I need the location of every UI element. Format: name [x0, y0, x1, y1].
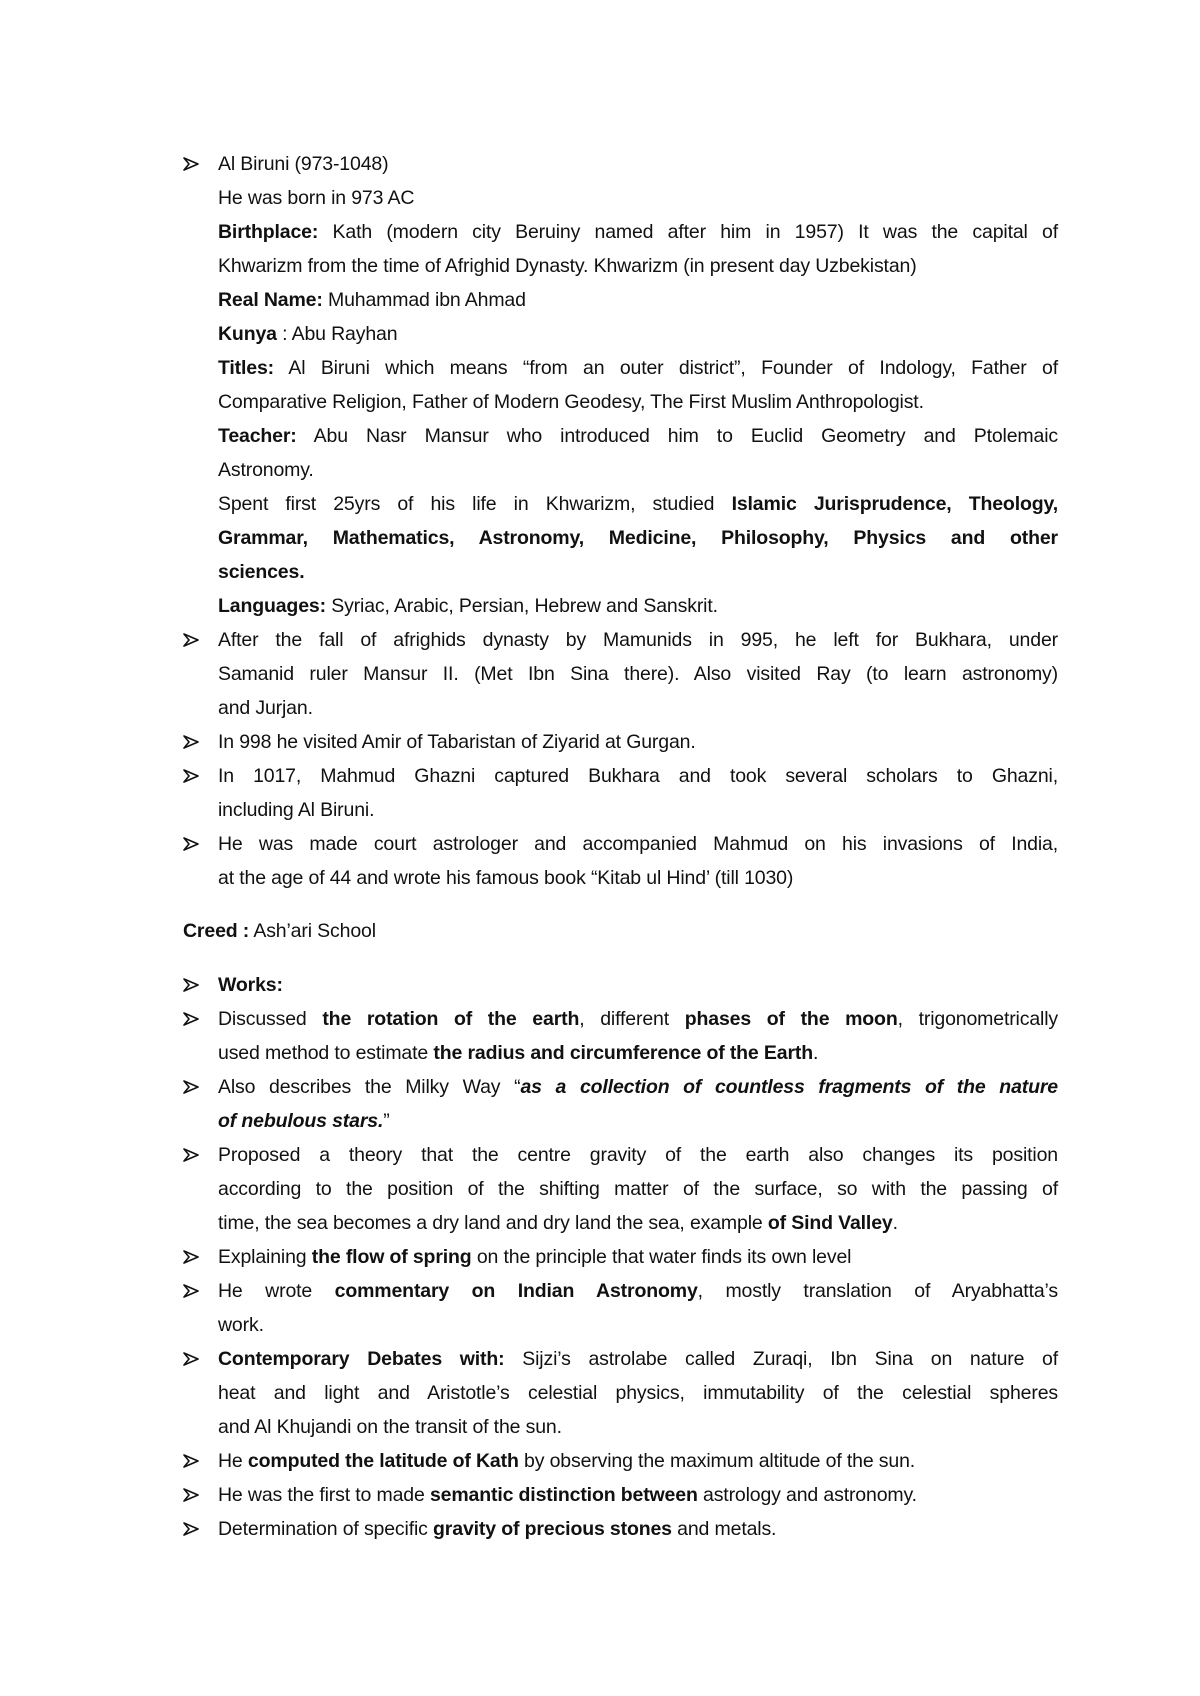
kunya-line	[218, 322, 397, 346]
arrow-bullet-icon	[183, 730, 203, 754]
commentary-bold-b: commentary on Indian Astronomy	[334, 1280, 698, 1302]
teacher-label: Teacher:	[218, 425, 297, 447]
titles-label: Titles:	[218, 357, 275, 379]
commentary-text-c: , mostly translation of Aryabhatta’s	[697, 1280, 1058, 1302]
milky-way-line-2	[218, 1109, 390, 1133]
spent-line-2	[218, 526, 1058, 550]
born-line: He was born in 973 AC	[218, 187, 415, 209]
court-line-1: He was made court astrologer and accompanied Mahmud on his invasions of India,	[218, 833, 1058, 855]
real-name-line	[218, 288, 526, 312]
gravity-line-1: Proposed a theory that the centre gravity of the earth also changes its position	[218, 1144, 1058, 1166]
spring-text-a: Explaining	[218, 1246, 307, 1268]
ghazni-line-2: including Al Biruni.	[218, 799, 375, 821]
latitude-text-a: He	[218, 1450, 243, 1472]
milky-way-line-1	[218, 1075, 1058, 1099]
arrow-bullet-icon	[183, 1143, 203, 1167]
commentary-text-a: He wrote	[218, 1280, 313, 1302]
milky2-quote-a: of nebulous stars.	[218, 1110, 384, 1132]
birthplace-line-2: Khwarizm from the time of Afrighid Dynasty. Khwarizm (in present day Uzbekistan)	[218, 255, 917, 277]
real-name-label: Real Name:	[218, 289, 323, 311]
arrow-bullet-icon	[183, 1007, 203, 1031]
arrow-bullet-icon	[183, 1347, 203, 1371]
arrow-bullet-icon	[183, 1449, 203, 1473]
rotation-line-2	[218, 1041, 818, 1065]
latitude-line	[218, 1449, 915, 1473]
spent-line-1	[218, 492, 1058, 516]
arrow-bullet-icon	[183, 628, 203, 652]
rotation-text-e: , trigonometrically	[897, 1008, 1058, 1030]
fall-line-1: After the fall of afrighids dynasty by Mamunids in 995, he left for Bukhara, under	[218, 629, 1058, 651]
gravity-line-2: according to the position of the shifting matter of the surface, so with the passing of	[218, 1178, 1058, 1200]
semantic-line	[218, 1483, 917, 1507]
spring-line	[218, 1245, 851, 1269]
teacher-line-1	[218, 424, 1058, 448]
creed-line	[183, 919, 376, 943]
titles-text: Al Biruni which means “from an outer district”, Founder of Indology, Father of	[288, 357, 1058, 379]
arrow-bullet-icon	[183, 832, 203, 856]
creed-label: Creed :	[183, 920, 250, 942]
milky2-text-b: ”	[383, 1110, 390, 1132]
rotation2-text-c: .	[813, 1042, 819, 1064]
fall-line-3: and Jurjan.	[218, 697, 313, 719]
specific-bold-b: gravity of precious stones	[433, 1518, 672, 1540]
specific-text-c: and metals.	[677, 1518, 777, 1540]
debates-text: Sijzi’s astrolabe called Zuraqi, Ibn Sina on nature of	[522, 1348, 1059, 1370]
rotation2-bold-b: the radius and circumference of the Earth	[433, 1042, 813, 1064]
arrow-bullet-icon	[183, 1483, 203, 1507]
spent-subjects-1: Islamic Jurisprudence, Theology,	[731, 493, 1058, 515]
commentary-line-2: work.	[218, 1314, 264, 1336]
birthplace-label: Birthplace:	[218, 221, 319, 243]
gravity3-bold-b: of Sind Valley	[767, 1212, 893, 1234]
gravity3-text-c: .	[892, 1212, 898, 1234]
arrow-bullet-icon	[183, 764, 203, 788]
creed-value: Ash’ari School	[253, 920, 376, 942]
debates-line-3: and Al Khujandi on the transit of the sun.	[218, 1416, 562, 1438]
rotation-bold-b: the rotation of the earth	[322, 1008, 580, 1030]
spent-subjects-3: sciences.	[218, 561, 305, 583]
debates-line-1	[218, 1347, 1058, 1371]
rotation2-text-a: used method to estimate	[218, 1042, 429, 1064]
rotation-bold-d: phases of the moon	[684, 1008, 898, 1030]
birthplace-text: Kath (modern city Beruiny named after him in 1957) It was the capital of	[332, 221, 1058, 243]
heading-al-biruni: Al Biruni (973-1048)	[218, 153, 389, 175]
teacher-text: Abu Nasr Mansur who introduced him to Euclid Geometry and Ptolemaic	[313, 425, 1058, 447]
languages-label: Languages:	[218, 595, 326, 617]
kunya-value: : Abu Rayhan	[282, 323, 398, 345]
real-name-value: Muhammad ibn Ahmad	[328, 289, 526, 311]
milky-quote-b: as a collection of countless fragments of the nature	[520, 1076, 1058, 1098]
specific-text-a: Determination of specific	[218, 1518, 428, 1540]
spent-line-3	[218, 560, 304, 584]
spring-bold-b: the flow of spring	[311, 1246, 472, 1268]
fall-line-2: Samanid ruler Mansur II. (Met Ibn Sina there). Also visited Ray (to learn astronomy)	[218, 663, 1058, 685]
spent-subjects-2: Grammar, Mathematics, Astronomy, Medicine, Philosophy, Physics and other	[218, 527, 1058, 549]
arrow-bullet-icon	[183, 1245, 203, 1269]
semantic-text-a: He was the first to made	[218, 1484, 425, 1506]
languages-line	[218, 594, 718, 618]
commentary-line-1	[218, 1279, 1058, 1303]
latitude-bold-b: computed the latitude of Kath	[247, 1450, 519, 1472]
gravity-line-3	[218, 1211, 898, 1235]
works-heading-text: Works:	[218, 974, 283, 996]
semantic-text-c: astrology and astronomy.	[703, 1484, 917, 1506]
teacher-line-2: Astronomy.	[218, 459, 314, 481]
debates-line-2: heat and light and Aristotle’s celestial physics, immutability of the celestial spheres	[218, 1382, 1058, 1404]
arrow-bullet-icon	[183, 152, 203, 176]
arrow-bullet-icon	[183, 1279, 203, 1303]
latitude-text-c: by observing the maximum altitude of the sun.	[524, 1450, 916, 1472]
languages-value: Syriac, Arabic, Persian, Hebrew and Sanskrit.	[331, 595, 718, 617]
gravity3-text-a: time, the sea becomes a dry land and dry land the sea, example	[218, 1212, 763, 1234]
spent-text: Spent first 25yrs of his life in Khwarizm, studied	[218, 493, 715, 515]
visit-998-line: In 998 he visited Amir of Tabaristan of Ziyarid at Gurgan.	[218, 731, 696, 753]
kunya-label: Kunya	[218, 323, 277, 345]
titles-line-2: Comparative Religion, Father of Modern Geodesy, The First Muslim Anthropologist.	[218, 391, 924, 413]
rotation-line-1	[218, 1007, 1058, 1031]
rotation-text-a: Discussed	[218, 1008, 307, 1030]
ghazni-line-1: In 1017, Mahmud Ghazni captured Bukhara and took several scholars to Ghazni,	[218, 765, 1058, 787]
arrow-bullet-icon	[183, 1075, 203, 1099]
debates-label: Contemporary Debates with:	[218, 1348, 505, 1370]
titles-line-1	[218, 356, 1058, 380]
spring-text-c: on the principle that water finds its own level	[476, 1246, 852, 1268]
court-line-2: at the age of 44 and wrote his famous book “Kitab ul Hind’ (till 1030)	[218, 867, 794, 889]
arrow-bullet-icon	[183, 1517, 203, 1541]
birthplace-line-1	[218, 220, 1058, 244]
specific-gravity-line	[218, 1517, 776, 1541]
works-heading	[218, 973, 283, 997]
rotation-text-c: , different	[579, 1008, 669, 1030]
arrow-bullet-icon	[183, 973, 203, 997]
milky-text-a: Also describes the Milky Way “	[218, 1076, 521, 1098]
semantic-bold-b: semantic distinction between	[429, 1484, 698, 1506]
